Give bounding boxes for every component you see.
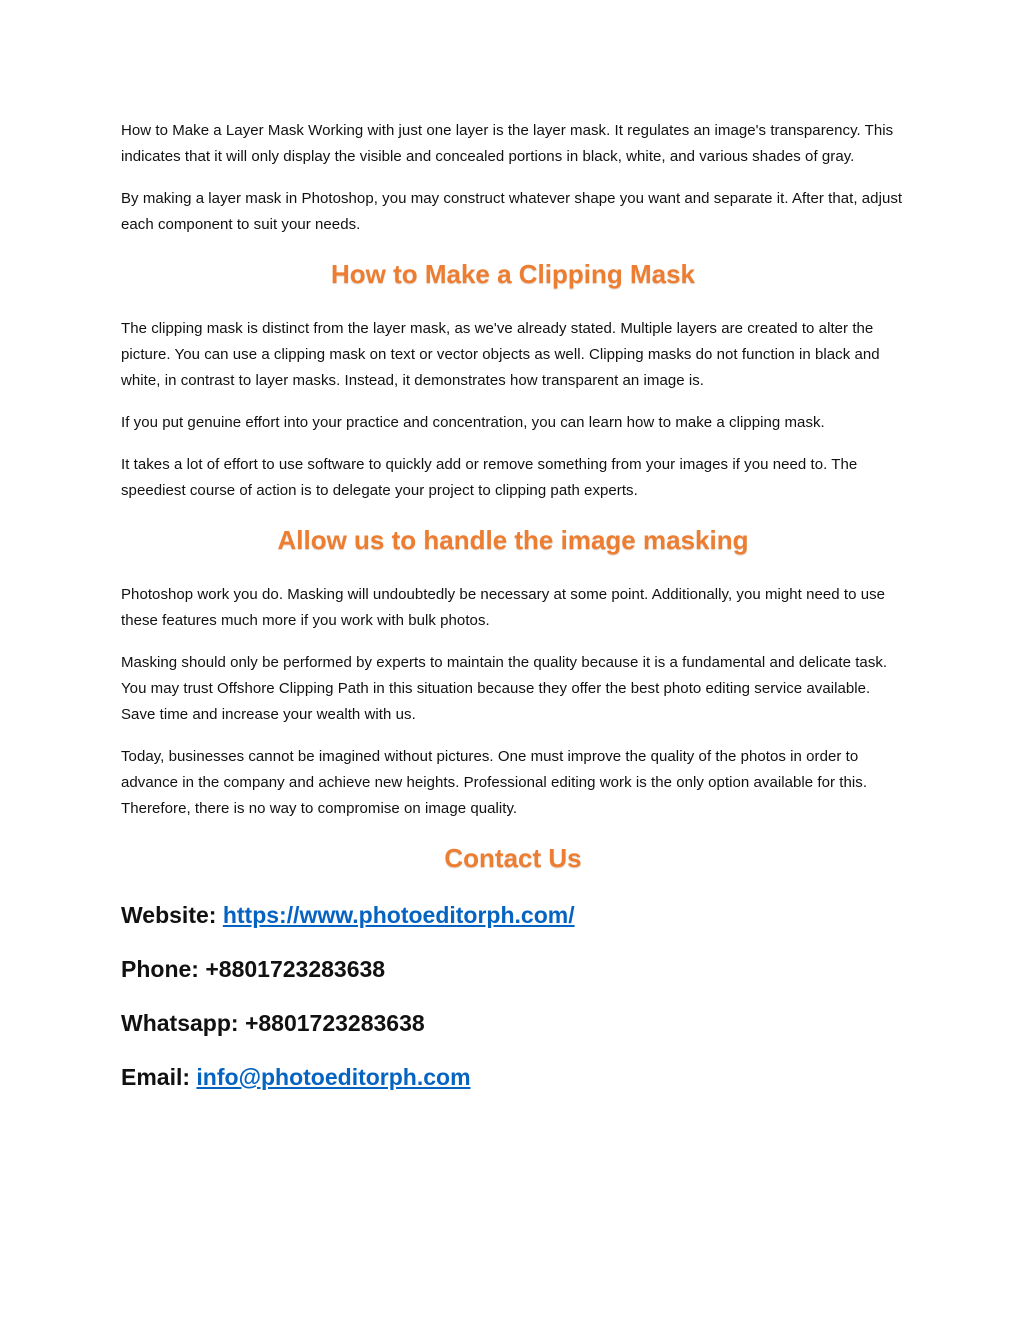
clipping-paragraph-1: The clipping mask is distinct from the layer mask, as we've already stated. Multiple layers are created to alter the picture. You can use a clipping mask on text or vector objects as well. Clipping masks do not function in black and white, in contrast to layer masks. Instead, it demonstrates how transparent an image is.	[121, 320, 880, 389]
website-label: Website:	[121, 902, 217, 928]
masking-paragraph-3: Today, businesses cannot be imagined without pictures. One must improve the quality of the photos in order to advance in the company and achieve new heights. Professional editing work is the only option available for this. Therefore, there is no way to compromise on image quality.	[121, 748, 868, 817]
website-link[interactable]: https://www.photoeditorph.com/	[222, 902, 575, 928]
email-link[interactable]: info@photoeditorph.com	[196, 1064, 471, 1090]
contact-heading: Contact Us	[444, 843, 582, 873]
whatsapp-value: +8801723283638	[244, 1010, 425, 1036]
email-label: Email:	[121, 1064, 191, 1090]
clipping-paragraph-3: It takes a lot of effort to use software to quickly add or remove something from your images if you need to. The speediest course of action is to delegate your project to clipping path experts.	[121, 456, 858, 499]
image-masking-heading: Allow us to handle the image masking	[277, 525, 749, 555]
whatsapp-label: Whatsapp:	[121, 1010, 239, 1036]
clipping-mask-heading: How to Make a Clipping Mask	[330, 259, 696, 289]
website-line	[121, 900, 905, 930]
intro-paragraph-2: By making a layer mask in Photoshop, you may construct whatever shape you want and separate it. After that, adjust each component to suit your needs.	[121, 190, 903, 233]
masking-paragraph-1: Photoshop work you do. Masking will undoubtedly be necessary at some point. Additionally, you might need to use these features much more if you work with bulk photos.	[121, 586, 886, 629]
phone-value: +8801723283638	[205, 956, 386, 982]
phone-label: Phone:	[121, 956, 199, 982]
whatsapp-line	[121, 1008, 905, 1038]
phone-line	[121, 954, 905, 984]
clipping-paragraph-2: If you put genuine effort into your practice and concentration, you can learn how to make a clipping mask.	[121, 414, 825, 431]
masking-paragraph-2: Masking should only be performed by experts to maintain the quality because it is a fundamental and delicate task. You may trust Offshore Clipping Path in this situation because they offer the best photo editing service available. Save time and increase your wealth with us.	[121, 654, 888, 723]
document-content	[121, 118, 905, 1116]
intro-paragraph-1: How to Make a Layer Mask Working with just one layer is the layer mask. It regulates an image's transparency. This indicates that it will only display the visible and concealed portions in black, white, and various shades of gray.	[121, 122, 894, 165]
email-line	[121, 1062, 905, 1092]
